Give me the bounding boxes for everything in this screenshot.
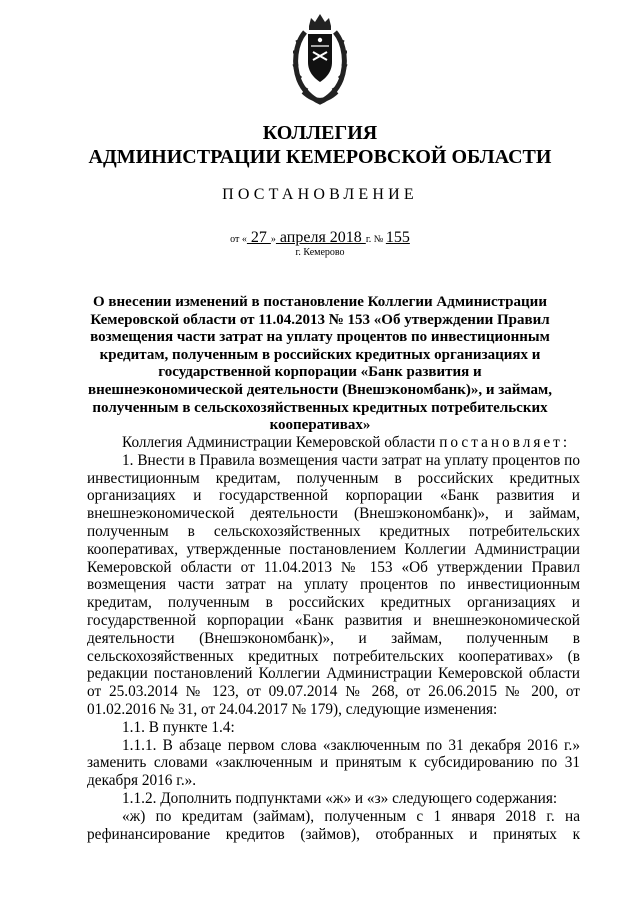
number-prefix: №: [371, 234, 386, 245]
date-day: 27: [246, 229, 271, 246]
intro-paragraph: [87, 434, 580, 452]
intro-verb: постановляет:: [439, 434, 571, 451]
year-suffix: г.: [365, 234, 372, 245]
date-prefix: от «: [230, 234, 247, 245]
document-title: О внесении изменений в постановление Коллегии Администрации Кемеровской области от 11.04.2013 № 153 «Об утверждении Правил возмещения части затрат на уплату процентов по инвестиционным кредитам, полученным в российских кредитных организациях и государственной корпорации «Банк развития и внешнеэкономической деятельности (Внешэкономбанк)», и займам, полученным в сельскохозяйственных кредитных потребительских кооперативах»: [88, 294, 552, 434]
org-title-line1: КОЛЛЕГИЯ: [262, 122, 378, 144]
paragraph-zh: «ж) по кредитам (займам), полученным с 1 января 2018 г. на рефинансирование кредитов (займов), отобранных и принятых к: [87, 807, 580, 843]
org-title-line2: АДМИНИСТРАЦИИ КЕМЕРОВСКОЙ ОБЛАСТИ: [88, 146, 552, 168]
paragraph-1-1-1: 1.1.1. В абзаце первом слова «заключенным по 31 декабря 2016 г.» заменить словами «заключенным и принятым к субсидированию по 31 декабря 2016 г.».: [87, 736, 580, 790]
document-number: 155: [385, 229, 410, 246]
date-quote-close: »: [270, 234, 276, 245]
paragraph-1: 1. Внести в Правила возмещения части затрат на уплату процентов по инвестиционным кредитам, полученным в российских кредитных организациях и государственной корпорации «Банк развития и внешнеэкономической деятельности (Внешэкономбанк)», и займам, полученным в сельскохозяйственных кредитных потребительских кооперативах, утвержденные постановлением Коллегии Администрации Кемеровской области от 11.04.2013 № 153 «Об утверждении Правил возмещения части затрат на уплату процентов по инвестиционным кредитам, полученным в российских кредитных организациях и государственной корпорации «Банк развития и внешнеэкономической деятельности (Внешэкономбанк)», и займам, полученным в сельскохозяйственных кредитных потребительских кооперативах» (в редакции постановлений Коллегии Администрации Кемеровской области от 25.03.2014 № 123, от 09.07.2014 № 268, от 26.06.2015 № 200, от 01.02.2016 № 31, от 24.04.2017 № 179), следующие изменения:: [87, 451, 580, 718]
paragraph-1-1: 1.1. В пункте 1.4:: [122, 718, 235, 736]
document-body: [87, 434, 580, 843]
paragraph-1-1-2: 1.1.2. Дополнить подпунктами «ж» и «з» следующего содержания:: [122, 789, 558, 807]
date-month-year: апреля 2018: [275, 229, 366, 246]
coat-of-arms-emblem: [291, 12, 349, 112]
intro-prefix: Коллегия Администрации Кемеровской области: [122, 434, 440, 451]
city-label: г. Кемерово: [295, 247, 345, 258]
date-line: [0, 229, 640, 249]
document-type: ПОСТАНОВЛЕНИЕ: [222, 186, 418, 203]
